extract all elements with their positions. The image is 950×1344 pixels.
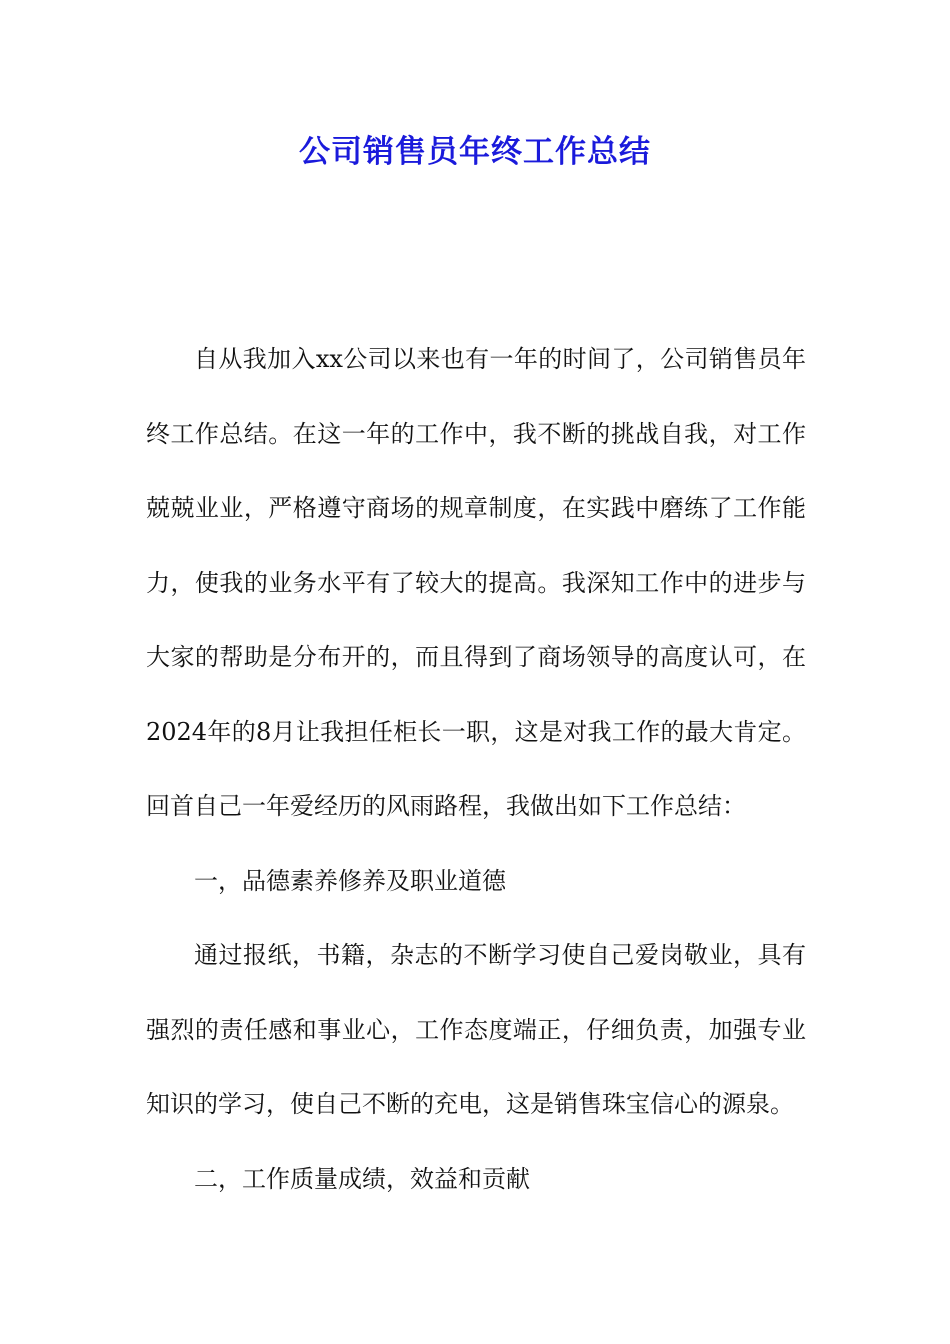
paragraph-intro: 自从我加入xx公司以来也有一年的时间了，公司销售员年终工作总结。在这一年的工作中，我不断的挑战自我，对工作兢兢业业，严格遵守商场的规章制度，在实践中磨练了工作能力，使我的业务水平有了较大的提高。我深知工作中的进步与大家的帮助是分布开的，而且得到了商场领导的高度认可，在2024年的8月让我担任柜长一职，这是对我工作的最大肯定。回首自己一年爱经历的风雨路程，我做出如下工作总结：: [146, 345, 806, 820]
document-body: [146, 322, 806, 1216]
section-heading-1: 一，品德素养修养及职业道德: [194, 866, 506, 895]
section-heading-2: 二，工作质量成绩，效益和贡献: [194, 1164, 530, 1193]
document-title: 公司销售员年终工作总结: [299, 134, 651, 170]
paragraph-section-1: 通过报纸，书籍，杂志的不断学习使自己爱岗敬业，具有强烈的责任感和事业心，工作态度端正，仔细负责，加强专业知识的学习，使自己不断的充电，这是销售珠宝信心的源泉。: [146, 941, 806, 1118]
